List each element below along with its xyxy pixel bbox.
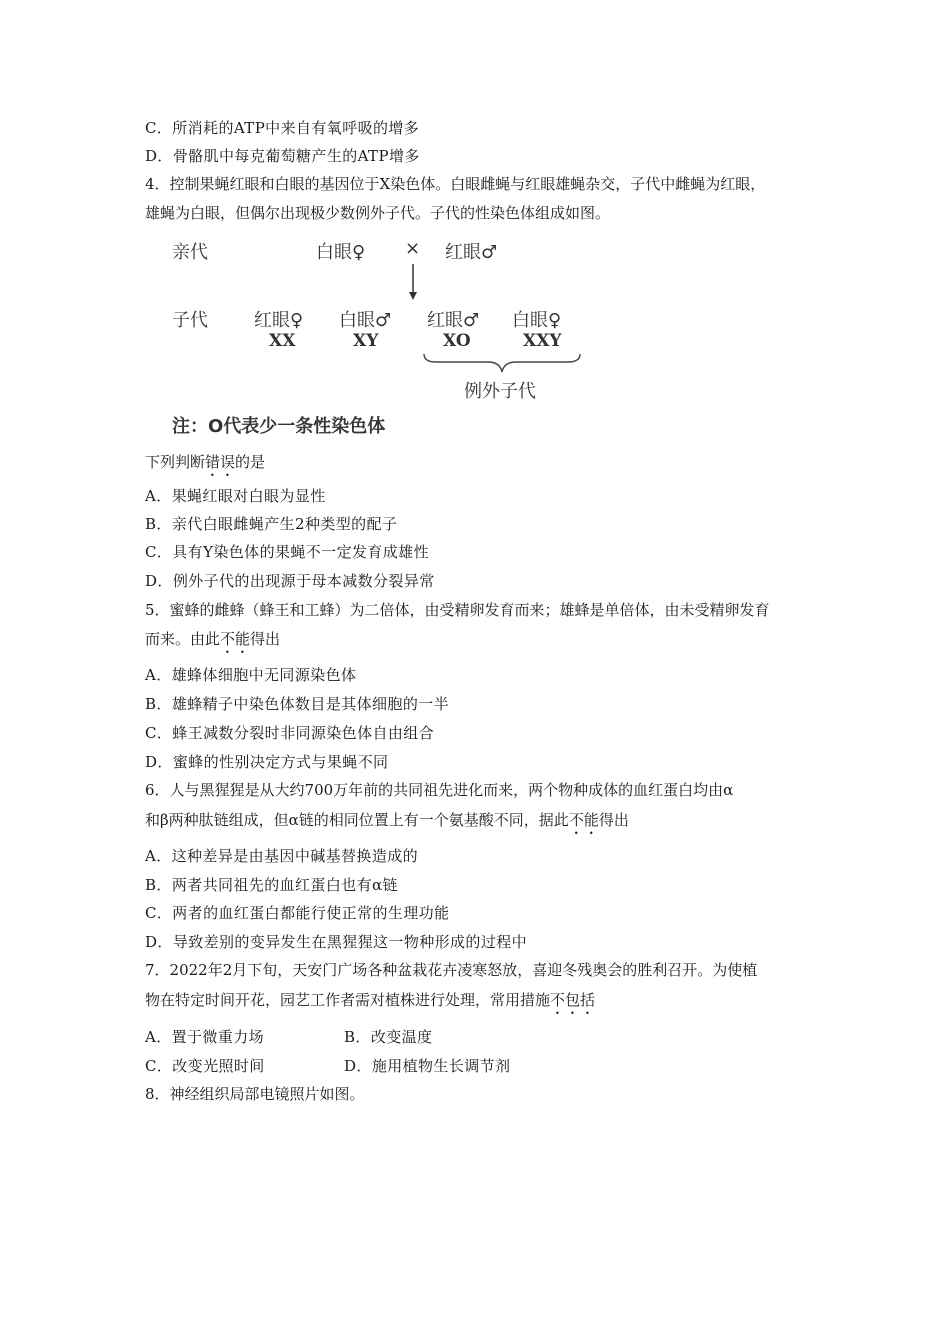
q6-option-a: A．这种差异是由基因中碱基替换造成的 xyxy=(145,847,419,865)
q5-option-a: A．雄蜂体细胞中无同源染色体 xyxy=(145,666,357,684)
q6-option-c: C．两者的血红蛋白都能行使正常的生理功能 xyxy=(145,904,450,922)
offspring-3-genotype: XO xyxy=(443,331,471,351)
exception-label: 例外子代 xyxy=(464,381,536,402)
offspring-3-phenotype: 红眼♂ xyxy=(427,310,480,331)
q7-option-b: B．改变温度 xyxy=(344,1028,433,1046)
emphasis-cannot: 不能 xyxy=(220,630,251,648)
q3-option-d: D．骨骼肌中每克葡萄糖产生的ATP增多 xyxy=(145,147,420,165)
q4-option-c: C．具有Y染色体的果蝇不一定发育成雄性 xyxy=(145,543,429,561)
parent-male: 红眼♂ xyxy=(445,242,498,263)
q7-option-a: A．置于微重力场 xyxy=(145,1028,265,1046)
q7-options-row1 xyxy=(145,1027,433,1047)
q8-stem: 8．神经组织局部电镜照片如图。 xyxy=(145,1085,365,1103)
figure-note: 注：O代表少一条性染色体 xyxy=(172,416,386,437)
emphasis-cannot: 不能 xyxy=(568,811,599,829)
q4-option-a: A．果蝇红眼对白眼为显性 xyxy=(145,487,326,505)
emphasis-wrong: 错误 xyxy=(205,453,236,471)
q4-option-d: D．例外子代的出现源于母本减数分裂异常 xyxy=(145,572,435,590)
offspring-2-genotype: XY xyxy=(353,331,379,351)
q6-stem-line2: 和β两种肽链组成，但α链的相同位置上有一个氨基酸不同，据此不能得出 xyxy=(145,811,629,829)
q7-stem-line2: 物在特定时间开花，园艺工作者需对植株进行处理，常用措施不包括 xyxy=(145,991,596,1009)
offspring-1-genotype: XX xyxy=(269,331,296,351)
q4-question: 下列判断错误的是 xyxy=(145,453,266,471)
q4-option-b: B．亲代白眼雌蝇产生2种类型的配子 xyxy=(145,515,398,533)
q5-stem-line2: 而来。由此不能得出 xyxy=(145,630,281,648)
emphasis-exclude: 不包括 xyxy=(550,991,596,1009)
q5-option-c: C．蜂王减数分裂时非同源染色体自由组合 xyxy=(145,724,435,742)
q4-stem-line2: 雄蝇为白眼，但偶尔出现极少数例外子代。子代的性染色体组成如图。 xyxy=(145,204,611,222)
offspring-1-phenotype: 红眼♀ xyxy=(254,310,304,331)
q5-stem-line1: 5．蜜蜂的雌蜂（蜂王和工蜂）为二倍体，由受精卵发育而来；雄蜂是单倍体，由未受精卵发育 xyxy=(145,601,770,619)
offspring-2-phenotype: 白眼♂ xyxy=(339,310,392,331)
offspring-4-phenotype: 白眼♀ xyxy=(512,310,562,331)
q7-option-c: C．改变光照时间 xyxy=(145,1057,265,1075)
parent-female: 白眼♀ xyxy=(316,242,366,263)
q7-option-d: D．施用植物生长调节剂 xyxy=(344,1057,511,1075)
offspring-label: 子代 xyxy=(172,310,208,331)
q4-stem-line1: 4．控制果蝇红眼和白眼的基因位于X染色体。白眼雌蝇与红眼雄蝇杂交，子代中雌蝇为红眼， xyxy=(145,175,766,193)
q6-stem-line1: 6．人与黑猩猩是从大约700万年前的共同祖先进化而来，两个物种成体的血红蛋白均由α xyxy=(145,781,734,799)
q6-option-b: B．两者共同祖先的血红蛋白也有α链 xyxy=(145,876,398,894)
exception-brace-icon xyxy=(422,352,582,376)
q5-option-d: D．蜜蜂的性别决定方式与果蝇不同 xyxy=(145,753,389,771)
q7-stem-line1: 7．2022年2月下旬，天安门广场各种盆栽花卉凌寒怒放，喜迎冬残奥会的胜利召开。为使植 xyxy=(145,961,758,979)
q7-options-row2 xyxy=(145,1056,511,1076)
parent-label: 亲代 xyxy=(172,242,208,263)
q5-option-b: B．雄蜂精子中染色体数目是其体细胞的一半 xyxy=(145,695,450,713)
offspring-4-genotype: XXY xyxy=(523,331,562,351)
down-arrow-icon xyxy=(404,262,424,302)
q6-option-d: D．导致差别的变异发生在黑猩猩这一物种形成的过程中 xyxy=(145,933,528,951)
q3-option-c: C．所消耗的ATP中来自有氧呼吸的增多 xyxy=(145,119,420,137)
cross-symbol: × xyxy=(405,238,421,259)
